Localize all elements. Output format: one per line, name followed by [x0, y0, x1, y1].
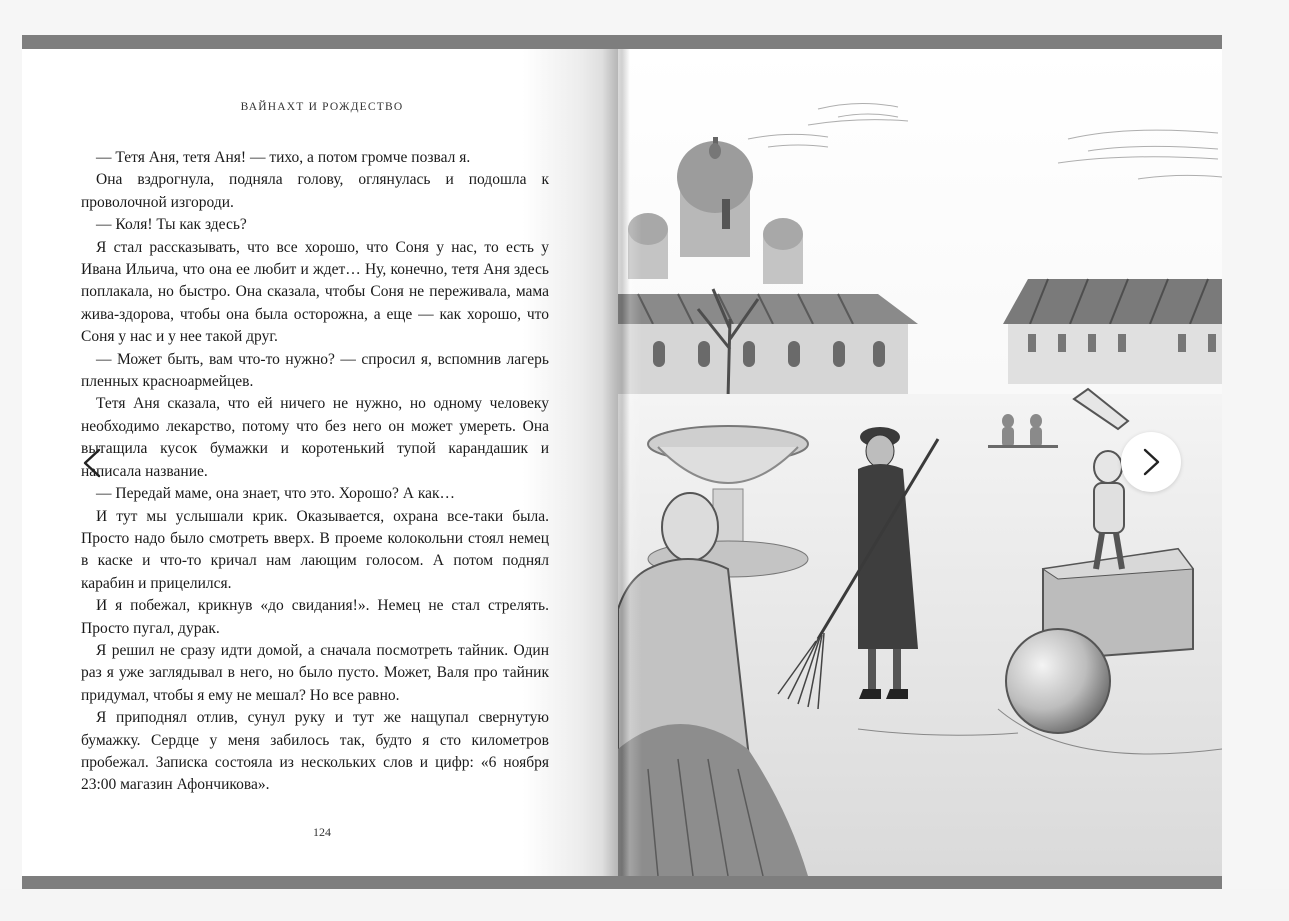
previous-image-button[interactable] [62, 433, 122, 493]
paragraph: — Коля! Ты как здесь? [96, 216, 247, 234]
running-head: ВАЙНАХТ И РОЖДЕСТВО [240, 101, 404, 113]
paragraph: Я решил не сразу идти домой, а сначала посмотреть тайник. Один раз я уже заглядывал в него, но было пусто. Может, Валя про тайник придумал, чтобы я ему не мешал? Но все равно. [81, 641, 549, 704]
paragraph: — Тетя Аня, тетя Аня! — тихо, а потом громче позвал я. [96, 149, 471, 166]
paragraph: Я приподнял отлив, сунул руку и тут же нащупал свернутую бумажку. Сердце у меня забилось так, будто я сто километров пробежал. Записка состояла из нескольких слов и цифр: «6 ноября 23:00 магазин Афончикова». [81, 709, 549, 794]
building-right [1003, 279, 1222, 384]
paragraph: И тут мы услышали крик. Оказывается, охрана все-таки была. Просто надо было смотреть вверх. В проеме колокольни стоял немец в каске и что-то кричал нам лающим голосом. А потом поднял карабин и прицелился. [81, 507, 549, 592]
book-spread [22, 35, 1222, 889]
paragraph: Тетя Аня сказала, что ей ничего не нужно, но одному человеку необходимо лекарство, потому что без него он может умереть. Она вытащила кусок бумажки и коротенький тупой карандашик и написала название. [81, 395, 549, 480]
paragraph: — Может быть, вам что-то нужно? — спросил я, вспомнив лагерь пленных красноармейцев. [81, 350, 549, 391]
paragraph: Она вздрогнула, подняла голову, оглянулась и подошла к проволочной изгороди. [81, 171, 549, 211]
chevron-right-icon [1138, 445, 1164, 479]
paragraph: — Передай маме, она знает, что это. Хорошо? А как… [96, 485, 456, 503]
building-left [618, 294, 918, 394]
page-text [81, 147, 549, 797]
page-number: 124 [313, 825, 331, 839]
chevron-left-icon [79, 446, 105, 480]
paragraph: И я побежал, крикнув «до свидания!». Немец не стал стрелять. Просто пугал, дурак. [81, 597, 549, 637]
gallery-background [0, 889, 1289, 921]
paragraph: Я стал рассказывать, что все хорошо, что Соня у нас, то есть у Ивана Ильича, что она ее любит и ждет… Ну, конечно, тетя Аня здесь поплакала, но быстро. Она сказала, чтобы Соня не переживала, мама жива-здорова, чтобы она была осторожна, а еще — как хорошо, что Соня у нас и у нее такой друг. [81, 238, 549, 346]
next-image-button[interactable] [1121, 432, 1181, 492]
stone-sphere [1006, 629, 1110, 733]
